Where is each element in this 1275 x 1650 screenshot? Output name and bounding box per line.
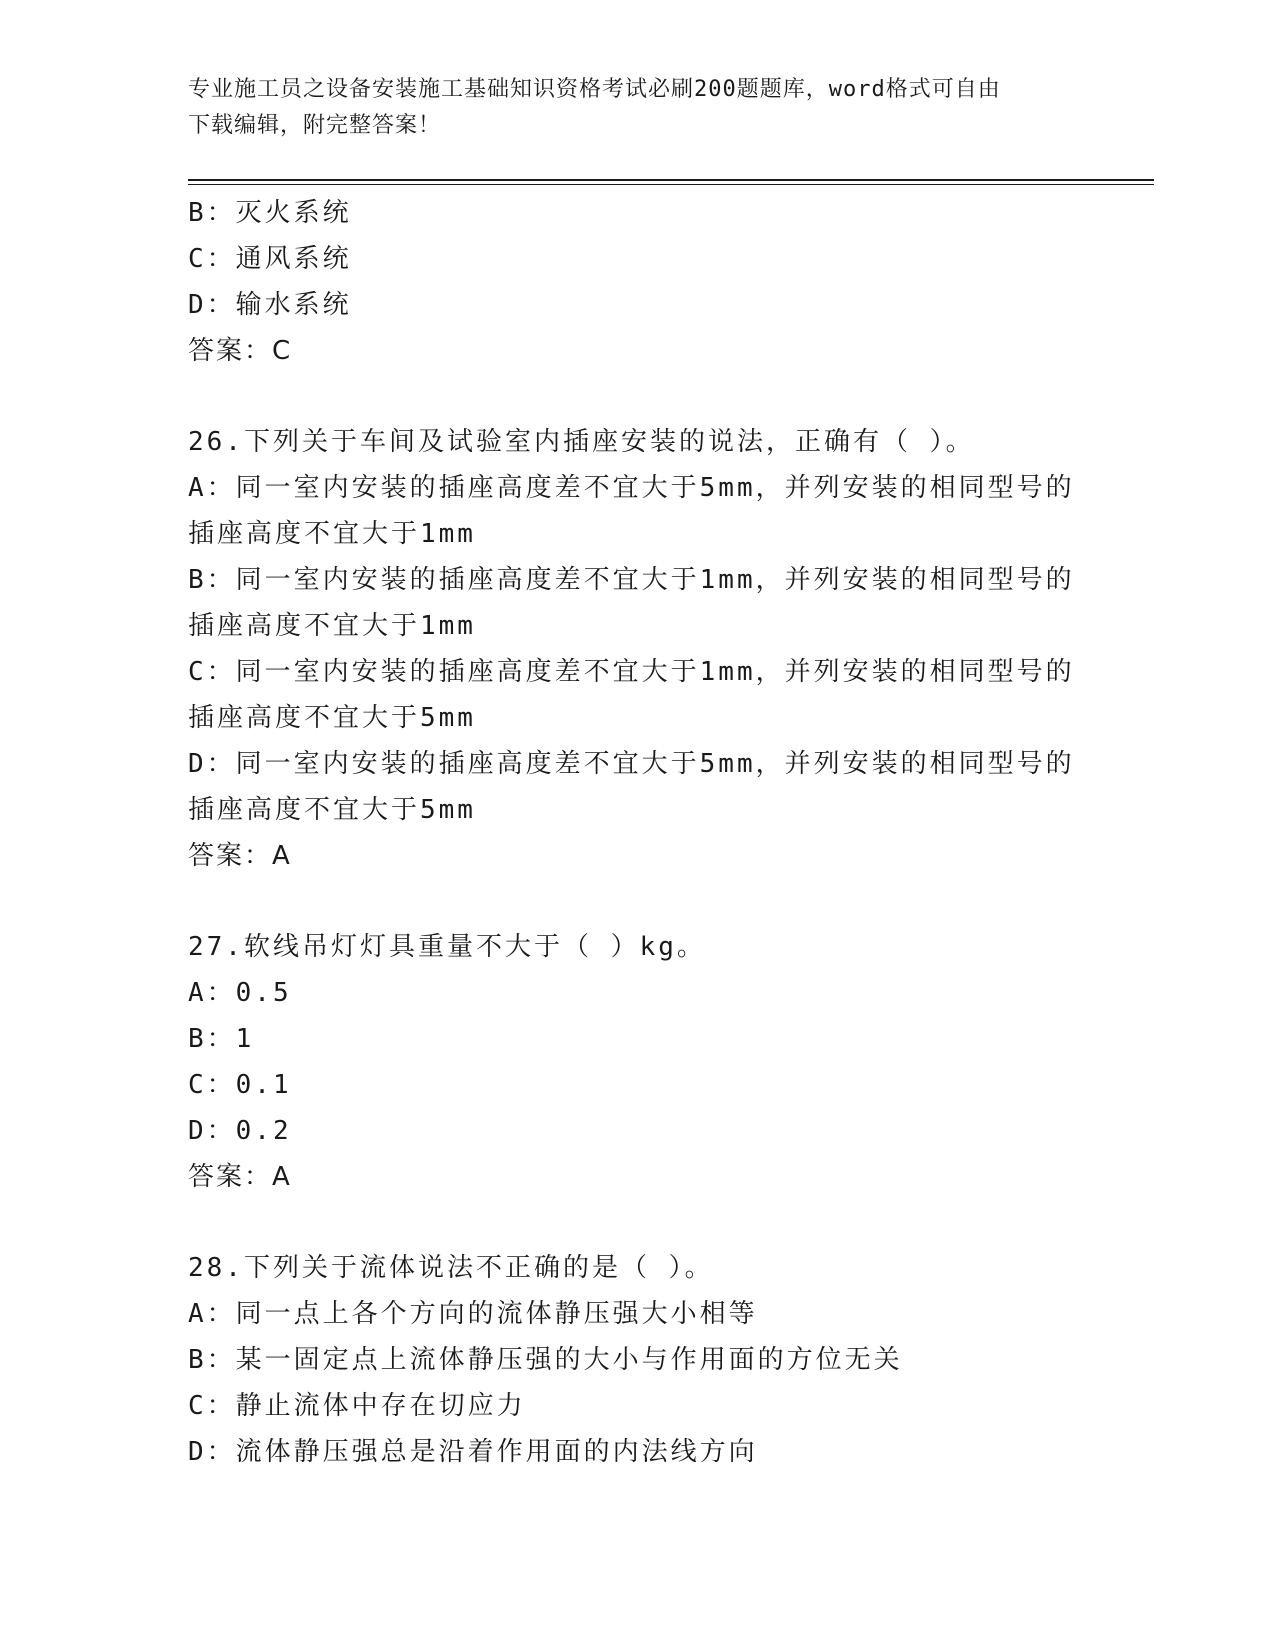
block-spacer: [188, 374, 1088, 419]
question-stem: 26.下列关于车间及试验室内插座安装的说法，正确有（ ）。: [188, 427, 975, 457]
option-line: B：某一固定点上流体静压强的大小与作用面的方位无关: [188, 1345, 903, 1375]
option-line: 插座高度不宜大于1mm: [188, 611, 476, 641]
option-line: 插座高度不宜大于5mm: [188, 795, 476, 825]
option-line: C：通风系统: [188, 244, 352, 274]
option-line: A：同一点上各个方向的流体静压强大小相等: [188, 1299, 758, 1329]
question-block: [188, 924, 1088, 1200]
option-line: 插座高度不宜大于5mm: [188, 703, 476, 733]
option-line: B：同一室内安装的插座高度差不宜大于1mm，并列安装的相同型号的: [188, 565, 1075, 595]
option-line: D：同一室内安装的插座高度差不宜大于5mm，并列安装的相同型号的: [188, 749, 1075, 779]
header-line-2: 下载编辑，附完整答案！: [188, 113, 442, 138]
question-block: [188, 419, 1088, 879]
block-spacer: [188, 879, 1088, 924]
option-line: C：静止流体中存在切应力: [188, 1391, 526, 1421]
option-line: A：0.5: [188, 978, 292, 1008]
header-line-1: 专业施工员之设备安装施工基础知识资格考试必刷200题题库，word格式可自由: [188, 77, 1001, 102]
option-line: D：输水系统: [188, 290, 352, 320]
option-line: C：0.1: [188, 1070, 292, 1100]
question-block: [188, 1245, 1088, 1475]
question-block: [188, 190, 1088, 374]
option-line: C：同一室内安装的插座高度差不宜大于1mm，并列安装的相同型号的: [188, 657, 1075, 687]
option-line: B：1: [188, 1024, 255, 1054]
option-line: 插座高度不宜大于1mm: [188, 519, 476, 549]
answer-line: 答案：C: [188, 336, 293, 366]
document-header: [188, 72, 1068, 144]
header-rule-thick: [188, 179, 1154, 181]
block-spacer: [188, 1200, 1088, 1245]
option-line: A：同一室内安装的插座高度差不宜大于5mm，并列安装的相同型号的: [188, 473, 1075, 503]
header-rule-thin: [188, 184, 1154, 185]
option-line: D：0.2: [188, 1116, 292, 1146]
answer-line: 答案：A: [188, 841, 292, 871]
answer-line: 答案：A: [188, 1162, 292, 1192]
option-line: D：流体静压强总是沿着作用面的内法线方向: [188, 1437, 758, 1467]
question-content: [188, 190, 1088, 1475]
question-stem: 27.软线吊灯灯具重量不大于（ ）kg。: [188, 932, 706, 962]
question-stem: 28.下列关于流体说法不正确的是（ ）。: [188, 1253, 714, 1283]
option-line: B：灭火系统: [188, 198, 352, 228]
